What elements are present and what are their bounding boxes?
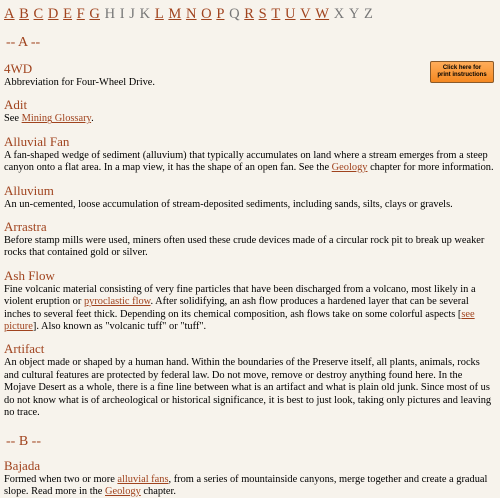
term-definition <box>4 474 496 498</box>
alphabet-letter-v[interactable]: V <box>300 6 311 22</box>
term-definition <box>4 150 496 175</box>
term-title: Alluvial Fan <box>4 134 496 149</box>
definition-text: chapter for more information. <box>367 162 493 173</box>
section-header-b: -- B -- <box>6 434 496 450</box>
term-title: Ash Flow <box>4 268 496 283</box>
alphabet-letter-i: I <box>120 6 125 22</box>
definition-text: See <box>4 113 22 124</box>
section-header-a: -- A -- <box>6 35 496 51</box>
geology-link[interactable]: Geology <box>332 162 368 173</box>
entry-alluvial-fan <box>4 134 496 175</box>
alphabet-letter-d[interactable]: D <box>48 6 59 22</box>
term-definition: Before stamp mills were used, miners often used these crude devices made of a circular rock pit to break up weaker rocks that contained gold or silver. <box>4 235 496 260</box>
pyroclastic-flow-link[interactable]: pyroclastic flow <box>84 296 151 307</box>
alphabet-letter-x: X <box>334 6 345 22</box>
see-picture-link[interactable]: see picture <box>4 309 475 332</box>
definition-text: chapter. <box>141 486 176 497</box>
term-title: Adit <box>4 97 496 112</box>
alphabet-nav <box>4 6 496 23</box>
alphabet-letter-u[interactable]: U <box>285 6 296 22</box>
alphabet-letter-a[interactable]: A <box>4 6 15 22</box>
alphabet-letter-c[interactable]: C <box>34 6 44 22</box>
alphabet-letter-s[interactable]: S <box>259 6 267 22</box>
definition-text: . After solidifying, an ash flow produces a hardened layer that can be several inches to several feet thick. Depending on its chemical composition, ash flows take on some colorful aspects [ <box>4 296 469 319</box>
term-title: Bajada <box>4 458 496 473</box>
geology-link[interactable]: Geology <box>105 486 141 497</box>
definition-text: Formed when two or more <box>4 474 117 485</box>
term-title: Arrastra <box>4 219 496 234</box>
alphabet-letter-b[interactable]: B <box>19 6 29 22</box>
alphabet-letter-k: K <box>140 6 151 22</box>
definition-text: ]. Also known as "volcanic tuff" or "tuff". <box>33 321 206 332</box>
term-definition: An un-cemented, loose accumulation of stream-deposited sediments, including sands, silts, clays or gravels. <box>4 199 496 211</box>
term-definition <box>4 284 496 334</box>
definition-text: . <box>91 113 94 124</box>
alphabet-letter-w[interactable]: W <box>315 6 329 22</box>
alphabet-letter-y: Y <box>349 6 360 22</box>
alphabet-letter-h: H <box>105 6 116 22</box>
alphabet-letter-l[interactable]: L <box>155 6 164 22</box>
entry-adit <box>4 97 496 125</box>
term-title: 4WD <box>4 61 496 76</box>
alphabet-letter-j: J <box>129 6 135 22</box>
alphabet-letter-g[interactable]: G <box>89 6 100 22</box>
entry-4wd <box>4 61 496 89</box>
alphabet-letter-f[interactable]: F <box>77 6 85 22</box>
entry-ash-flow <box>4 268 496 334</box>
print-instructions-button[interactable] <box>430 61 494 83</box>
term-definition: An object made or shaped by a human hand. Within the boundaries of the Preserve itself, all plants, animals, rocks and cultural features are protected by federal law. Do not move, remove or destroy anything found here. In the Mojave Desert as a whole, there is a fine line between what is an artifact and what is plain old junk. Since most of us do not know what is of archeological or historical significance, it is best to just look, taking only pictures and leaving no trace. <box>4 357 496 419</box>
definition-text: A fan-shaped wedge of sediment (alluvium) that typically accumulates on land where a stream emerges from a steep canyon onto a flat area. In a map view, it has the shape of an open fan. See the <box>4 150 488 173</box>
alphabet-letter-r[interactable]: R <box>244 6 254 22</box>
term-title: Alluvium <box>4 183 496 198</box>
alphabet-letter-q: Q <box>229 6 240 22</box>
term-title: Artifact <box>4 341 496 356</box>
alphabet-letter-m[interactable]: M <box>168 6 181 22</box>
entry-bajada <box>4 458 496 498</box>
entry-artifact <box>4 341 496 419</box>
alphabet-letter-t[interactable]: T <box>271 6 280 22</box>
print-button-line2: print instructions <box>437 72 486 78</box>
mining-glossary-link[interactable]: Mining Glossary <box>22 113 91 124</box>
alphabet-letter-e[interactable]: E <box>63 6 72 22</box>
term-definition: Abbreviation for Four-Wheel Drive. <box>4 77 496 89</box>
entry-alluvium <box>4 183 496 211</box>
entry-arrastra <box>4 219 496 260</box>
definition-text: , from a series of mountainside canyons, merge together and create a gradual slope. Read more in the <box>4 474 487 497</box>
definition-text: Fine volcanic material consisting of very fine particles that have been discharged from a volcano, most likely in a violent eruption or <box>4 284 476 307</box>
term-definition <box>4 113 496 125</box>
print-button-line1: Click here for <box>443 65 481 71</box>
alphabet-letter-z: Z <box>364 6 373 22</box>
alluvial-fans-link[interactable]: alluvial fans <box>117 474 168 485</box>
alphabet-letter-o[interactable]: O <box>201 6 212 22</box>
alphabet-letter-p[interactable]: P <box>216 6 224 22</box>
alphabet-letter-n[interactable]: N <box>186 6 197 22</box>
